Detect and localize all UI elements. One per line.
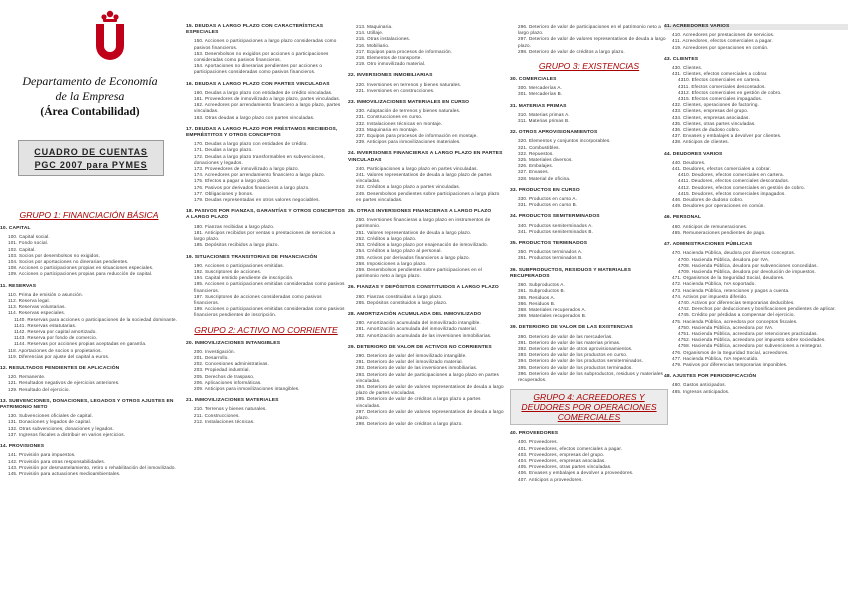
account-item: 118. Aportaciones de socios o propietarios. xyxy=(8,347,102,353)
account-item: 321. Combustibles. xyxy=(518,144,561,150)
account-item: 366. Residuos B. xyxy=(518,300,556,306)
account-item: 209. Anticipos para inmovilizaciones intangibles. xyxy=(194,385,300,391)
account-item: 431. Clientes, efectos comerciales a cobrar. xyxy=(672,71,768,77)
account-item: 192. Suscriptores de acciones. xyxy=(194,268,262,274)
section-heading: 30. COMERCIALES xyxy=(510,77,557,83)
account-item: 438. Anticipos de clientes. xyxy=(672,139,730,145)
account-item: 175. Efectos a pagar a largo plazo. xyxy=(194,178,271,184)
account-item: 435. Clientes, otras partes vinculadas. xyxy=(672,120,756,126)
account-item: 404. Proveedores, empresas asociadas. xyxy=(518,457,606,463)
account-item: 195. Acciones o participaciones emitidas consideradas como pasivos financieros. xyxy=(194,281,345,293)
account-item: 411. Acreedores, efectos comerciales a pagar. xyxy=(672,38,773,44)
account-item: 446. Deudores de dudoso cobro. xyxy=(672,197,744,203)
account-item: 330. Productos en curso A. xyxy=(518,196,578,202)
account-item: 394. Deterioro de valor de los productos semiterminados. xyxy=(518,358,644,364)
section-heading: 14. PROVISIONES xyxy=(0,444,45,450)
section-heading: 20. INMOVILIZACIONES INTANGIBLES xyxy=(186,340,281,346)
account-item: 252. Créditos a largo plazo. xyxy=(356,235,417,241)
account-item: 230. Adaptación de terrenos y bienes naturales. xyxy=(356,108,461,114)
section-heading: 28. AMORTIZACIÓN ACUMULADA DEL INMOVILIZADO xyxy=(348,311,482,317)
account-item: 201. Desarrollo. xyxy=(194,354,229,360)
account-item: 220. Inversiones en terrenos y bienes naturales. xyxy=(356,81,462,87)
section-heading: 46. PERSONAL xyxy=(664,215,702,221)
account-item: 4751. Hacienda Pública, acreedora por retenciones practicadas. xyxy=(678,330,819,336)
account-item: 119. Diferencias por ajuste del capital a euros. xyxy=(8,353,110,359)
account-item: 471. Organismos de la Seguridad Social, deudores. xyxy=(672,275,785,281)
dept-line-1: Departamento de Economía xyxy=(22,74,158,88)
account-item: 291. Deterioro de valor del inmovilizado material. xyxy=(356,359,464,365)
account-item: 110. Prima de emisión o asunción. xyxy=(8,291,84,297)
account-item: 4740. Activos por diferencias temporarias deducibles. xyxy=(678,299,795,305)
account-item: 477. Hacienda Pública, IVA repercutido. xyxy=(672,355,759,361)
account-item: 103. Socios por desembolsos no exigidos. xyxy=(8,252,101,258)
section-heading: 48. AJUSTES POR PERIODIFICACIÓN xyxy=(664,374,757,380)
account-item: 434. Clientes, empresas asociadas. xyxy=(672,114,750,120)
account-item: 407. Anticipos a proveedores. xyxy=(518,476,583,482)
group-heading: GRUPO 1: FINANCIACIÓN BÁSICA xyxy=(19,210,159,220)
section-heading: 24. INVERSIONES FINANCIERAS A LARGO PLAZO EN PARTES VINCULADAS xyxy=(348,151,503,163)
account-item: 172. Deudas a largo plazo transformables en subvenciones, donaciones y legados. xyxy=(194,153,325,165)
account-item: 390. Deterioro de valor de las mercaderías. xyxy=(518,333,613,339)
account-item: 432. Clientes, operaciones de factoring. xyxy=(672,102,759,108)
account-item: 479. Pasivos por diferencias temporarias imponibles. xyxy=(672,361,788,367)
account-item: 4700. Hacienda Pública, deudora por IVA. xyxy=(678,256,770,262)
account-item: 419. Acreedores por operaciones en común. xyxy=(672,44,769,50)
account-item: 4410. Deudores, efectos comerciales en cartera. xyxy=(678,172,785,178)
account-item: 206. Aplicaciones informáticas. xyxy=(194,379,262,385)
account-item: 476. Organismos de la Seguridad Social, acreedores. xyxy=(672,349,789,355)
account-item: 4315. Efectos comerciales impagados. xyxy=(678,96,763,102)
account-item: 297. Deterioro de valor de valores representativos de deuda a largo plazo. xyxy=(518,36,666,48)
account-item: 295. Deterioro de valor de créditos a largo plazo a partes vinculadas. xyxy=(356,396,481,408)
account-item: 108. Acciones o participaciones propias en situaciones especiales. xyxy=(8,265,154,271)
title-line-1: CUADRO DE CUENTAS xyxy=(34,147,148,157)
account-item: 4742. Derechos por deducciones y bonificaciones pendientes de aplicar. xyxy=(678,306,836,312)
account-item: 292. Deterioro de valor de las inversiones inmobiliarias. xyxy=(356,365,478,371)
account-item: 232. Instalaciones técnicas en montaje. xyxy=(356,120,443,126)
account-item: 120. Remanente. xyxy=(8,374,46,380)
account-item: 368. Materiales recuperados A. xyxy=(518,306,587,312)
column-4 xyxy=(510,0,668,599)
account-item: 472. Hacienda Pública, IVA soportado. xyxy=(672,281,756,287)
account-item: 301. Mercaderías B. xyxy=(518,91,563,97)
column-4-body xyxy=(510,24,668,483)
account-item: 326. Embalajes. xyxy=(518,163,554,169)
account-item: 153. Desembolsos no exigidos por acciones o participaciones consideradas como pasivos financieros. xyxy=(194,50,329,63)
account-item: 475. Hacienda Pública, acreedora por conceptos fiscales. xyxy=(672,318,798,324)
account-item: 214. Utillaje. xyxy=(356,30,384,36)
account-item: 265. Depósitos constituidos a largo plazo. xyxy=(356,299,448,305)
department-heading xyxy=(0,74,180,120)
account-item: 1141. Reservas estatutarias. xyxy=(14,322,77,328)
account-item: 298. Deterioro de valor de créditos a largo plazo. xyxy=(518,48,625,54)
section-heading: 11. RESERVAS xyxy=(0,283,37,289)
account-item: 4752. Hacienda Pública, acreedora por impuesto sobre sociedades. xyxy=(678,337,826,343)
account-item: 216. Mobiliario. xyxy=(356,42,390,48)
column-2 xyxy=(186,0,346,599)
account-item: 180. Fianzas recibidas a largo plazo. xyxy=(194,223,275,229)
section-heading: 12. RESULTADOS PENDIENTES DE APLICACIÓN xyxy=(0,366,120,372)
account-item: 174. Acreedores por arrendamiento financiero a largo plazo. xyxy=(194,172,326,178)
account-item: 130. Subvenciones oficiales de capital. xyxy=(8,413,94,419)
account-item: 4412. Deudores, efectos comerciales en gestión de cobro. xyxy=(678,184,806,190)
account-item: 102. Capital. xyxy=(8,246,36,252)
account-item: 480. Gastos anticipados. xyxy=(672,382,727,388)
account-item: 4311. Efectos comerciales descontados. xyxy=(678,83,766,89)
account-item: 410. Acreedores por prestaciones de servicios. xyxy=(672,32,775,38)
group-heading: GRUPO 2: ACTIVO NO CORRIENTE xyxy=(194,324,338,335)
account-item: 212. Instalaciones técnicas. xyxy=(194,418,255,424)
account-item: 242. Créditos a largo plazo a partes vinculadas. xyxy=(356,184,461,190)
section-heading: 40. PROVEEDORES xyxy=(510,431,559,437)
account-item: 473. Hacienda Pública, retenciones y pagos a cuenta. xyxy=(672,287,790,293)
account-item: 280. Amortización acumulada del inmovilizado intangible. xyxy=(356,320,481,326)
section-heading: 29. DETERIORO DE VALOR DE ACTIVOS NO CORRIENTES xyxy=(348,344,492,350)
account-item: 4708. Hacienda Pública, deudora por subvenciones concedidas. xyxy=(678,262,819,268)
account-item: 322. Repuestos. xyxy=(518,150,554,156)
account-item: 328. Material de oficina. xyxy=(518,175,571,181)
account-item: 1143. Reserva por fondo de comercio. xyxy=(14,335,98,341)
account-item: 217. Equipos para procesos de información. xyxy=(356,48,453,54)
column-5-body xyxy=(664,24,848,395)
section-heading: 16. DEUDAS A LARGO PLAZO CON PARTES VINCULADAS xyxy=(186,81,330,87)
account-item: 360. Subproductos A. xyxy=(518,282,565,288)
account-item: 300. Mercaderías A. xyxy=(518,85,562,91)
account-item: 4709. Hacienda Pública, deudora por devolución de impuestos. xyxy=(678,268,816,274)
account-item: 1144. Reservas por acciones propias aceptadas en garantía. xyxy=(14,341,147,347)
section-heading: 18. PASIVOS POR FIANZAS, GARANTÍAS Y OTROS CONCEPTOS A LARGO PLAZO xyxy=(186,209,346,221)
account-item: 436. Clientes de dudoso cobro. xyxy=(672,127,741,133)
account-item: 211. Construcciones. xyxy=(194,412,240,418)
account-item: 100. Capital social. xyxy=(8,234,50,240)
account-item: 177. Obligaciones y bonos. xyxy=(194,190,254,196)
account-item: 112. Reserva legal. xyxy=(8,298,51,304)
account-item: 395. Deterioro de valor de los productos terminados. xyxy=(518,364,633,370)
account-item: 4411. Deudores, efectos comerciales descontados. xyxy=(678,178,790,184)
section-heading: 31. MATERIAS PRIMAS xyxy=(510,103,567,109)
account-item: 254. Créditos a largo plazo al personal. xyxy=(356,248,442,254)
section-heading: 25. OTRAS INVERSIONES FINANCIERAS A LARGO PLAZO xyxy=(348,209,492,215)
university-crest-logo-icon xyxy=(92,8,128,60)
account-item: 4758. Hacienda Pública, acreedora por subvenciones a reintegrar. xyxy=(678,343,823,349)
title-line-2: PGC 2007 para PYMES xyxy=(34,160,148,170)
account-item: 142. Provisión para otras responsabilidades. xyxy=(8,458,106,464)
account-item: 240. Participaciones a largo plazo en partes vinculadas. xyxy=(356,165,479,171)
account-item: 4415. Deudores, efectos comerciales impagados. xyxy=(678,190,786,196)
account-item: 160. Deudas a largo plazo con entidades de crédito vinculadas. xyxy=(194,89,333,95)
account-item: 173. Proveedores de inmovilizado a largo plazo. xyxy=(194,166,300,172)
account-item: 237. Equipos para procesos de información en montaje. xyxy=(356,133,478,139)
section-heading: 44. DEUDORES VARIOS xyxy=(664,151,723,157)
account-item: 218. Elementos de transporte. xyxy=(356,55,422,61)
account-item: 396. Deterioro de valor de los subproductos, residuos y materiales recuperados. xyxy=(518,370,663,382)
account-item: 403. Proveedores, empresas del grupo. xyxy=(518,451,605,457)
account-item: 401. Proveedores, efectos comerciales a pagar. xyxy=(518,445,623,451)
account-item: 465. Remuneraciones pendientes de pago. xyxy=(672,229,766,235)
account-item: 137. Ingresos fiscales a distribuir en varios ejercicios. xyxy=(8,431,126,437)
document-title-box xyxy=(18,140,164,176)
account-item: 4750. Hacienda Pública, acreedora por IVA. xyxy=(678,324,774,330)
account-item: 163. Otras deudas a largo plazo con partes vinculadas. xyxy=(194,114,315,120)
account-item: 460. Anticipos de remuneraciones. xyxy=(672,223,748,229)
account-item: 369. Materiales recuperados B. xyxy=(518,313,587,319)
section-heading: 17. DEUDAS A LARGO PLAZO POR PRÉSTAMOS RECIBIDOS, EMPRÉSTITOS Y OTROS CONCEPTOS xyxy=(186,126,338,139)
section-heading: 35. PRODUCTOS TERMINADOS xyxy=(510,241,588,247)
account-item: 294. Deterioro de valor de valores representativos de deuda a largo plazo de partes vinculadas. xyxy=(356,383,504,396)
account-item: 194. Capital emitido pendiente de inscripción. xyxy=(194,275,294,281)
section-heading: 39. DETERIORO DE VALOR DE LAS EXISTENCIAS xyxy=(510,325,633,331)
account-item: 4745. Crédito por pérdidas a compensar del ejercicio. xyxy=(678,312,795,318)
account-item: 4312. Efectos comerciales en gestión de cobro. xyxy=(678,89,782,95)
account-item: 440. Deudores. xyxy=(672,159,706,165)
account-item: 331. Productos en curso B. xyxy=(518,202,578,208)
section-heading: 34. PRODUCTOS SEMITERMINADOS xyxy=(510,214,600,220)
section-heading: 36. SUBPRODUCTOS, RESIDUOS Y MATERIALES RECUPERADOS xyxy=(510,267,631,279)
account-item: 391. Deterioro de valor de las materias primas. xyxy=(518,339,621,345)
account-item: 365. Residuos A. xyxy=(518,294,556,300)
section-heading: 10. CAPITAL xyxy=(0,226,31,231)
group-heading: GRUPO 3: EXISTENCIAS xyxy=(538,61,640,72)
account-item: 239. Anticipos para inmovilizaciones materiales. xyxy=(356,139,461,145)
account-item: 441. Deudores, efectos comerciales a cobrar. xyxy=(672,166,772,172)
account-item: 405. Proveedores, otras partes vinculadas. xyxy=(518,464,612,470)
account-item: 350. Productos terminados A. xyxy=(518,249,583,255)
account-item: 219. Otro inmovilizado material. xyxy=(356,61,426,67)
section-heading: 33. PRODUCTOS EN CURSO xyxy=(510,187,580,193)
section-heading: 23. INMOVILIZACIONES MATERIALES EN CURSO xyxy=(348,100,470,106)
account-item: 1140. Reservas para acciones o participaciones de la sociedad dominante. xyxy=(14,316,178,322)
group-heading: GRUPO 4: ACREEDORES Y DEUDORES POR OPERACIONES COMERCIALES xyxy=(510,389,668,425)
account-item: 221. Inversiones en construcciones. xyxy=(356,87,435,93)
section-heading: 21. INMOVILIZACIONES MATERIALES xyxy=(186,398,279,404)
account-item: 392. Deterioro de valor de otros aprovisionamientos. xyxy=(518,345,633,351)
account-item: 215. Otras instalaciones. xyxy=(356,36,411,42)
account-item: 199. Acciones o participaciones emitidas consideradas como pasivos financieros pendientes de inscripción. xyxy=(194,306,345,318)
account-item: 203. Propiedad industrial. xyxy=(194,367,250,373)
account-item: 320. Elementos y conjuntos incorporables. xyxy=(518,138,611,144)
section-heading: 43. CLIENTES xyxy=(664,56,699,62)
account-item: 213. Maquinaria. xyxy=(356,24,393,29)
account-item: 259. Desembolsos pendientes sobre participaciones en el patrimonio neto a largo plazo. xyxy=(356,266,482,279)
account-item: 109. Acciones o participaciones propias para reducción de capital. xyxy=(8,271,153,277)
account-item: 406. Envases y embalajes a devolver a proveedores. xyxy=(518,470,634,476)
account-item: 485. Ingresos anticipados. xyxy=(672,388,730,394)
account-item: 113. Reservas voluntarias. xyxy=(8,304,66,310)
dept-line-3: (Área Contabilidad) xyxy=(40,106,140,118)
section-heading: 47. ADMINISTRACIONES PÚBLICAS xyxy=(664,242,753,248)
account-item: 258. Imposiciones a largo plazo. xyxy=(356,260,427,266)
account-item: 132. Otras subvenciones, donaciones y legados. xyxy=(8,425,114,431)
account-item: 296. Deterioro de valor de participaciones en el patrimonio neto a largo plazo. xyxy=(518,24,661,36)
account-item: 361. Subproductos B. xyxy=(518,288,566,294)
dept-line-2: de la Empresa xyxy=(55,89,125,103)
account-item: 101. Fondo social. xyxy=(8,240,49,246)
account-item: 231. Construcciones en curso. xyxy=(356,114,423,120)
account-item: 255. Activos por derivados financieros a largo plazo. xyxy=(356,254,471,260)
account-item: 297. Deterioro de valor de valores representativos de deuda a largo plazo. xyxy=(356,408,504,420)
account-item: 282. Amortización acumulada de las inversiones inmobiliarias. xyxy=(356,332,492,338)
account-item: 170. Deudas a largo plazo con entidades de crédito. xyxy=(194,141,308,147)
column-5 xyxy=(664,0,848,599)
account-item: 340. Productos semiterminados A. xyxy=(518,222,593,228)
section-heading: 13. SUBVENCIONES, DONACIONES, LEGADOS Y OTROS AJUSTES EN PATRIMONIO NETO xyxy=(0,398,174,411)
account-item: 474. Activos por impuesto diferido. xyxy=(672,293,748,299)
column-2-body xyxy=(186,24,346,425)
section-heading: 26. FIANZAS Y DEPÓSITOS CONSTITUIDOS A LARGO PLAZO xyxy=(348,285,499,291)
account-item: 253. Créditos a largo plazo por enajenación de inmovilizado. xyxy=(356,242,489,248)
account-item: 190. Acciones o participaciones emitidas. xyxy=(194,262,285,268)
account-item: 181. Anticipos recibidos por ventas o prestaciones de servicios a largo plazo. xyxy=(194,229,336,242)
account-item: 129. Resultado del ejercicio. xyxy=(8,386,71,392)
account-item: 141. Provisión para impuestos. xyxy=(8,452,76,458)
account-item: 176. Pasivos por derivados financieros a largo plazo. xyxy=(194,184,310,190)
account-item: 249. Desembolsos pendientes sobre participaciones a largo plazo en partes vinculadas. xyxy=(356,190,500,202)
account-item: 251. Valores representativos de deuda a largo plazo. xyxy=(356,229,472,235)
account-item: 393. Deterioro de valor de los productos en curso. xyxy=(518,352,628,358)
account-item: 185. Depósitos recibidos a largo plazo. xyxy=(194,242,280,248)
section-heading: 32. OTROS APROVISIONAMIENTOS xyxy=(510,130,598,136)
account-item: 341. Productos semiterminados B. xyxy=(518,228,594,234)
column-3-body xyxy=(348,24,506,427)
account-item: 162. Acreedores por arrendamiento financiero a largo plazo, partes vinculadas. xyxy=(194,102,341,114)
section-heading: 41. ACREEDORES VARIOS xyxy=(664,24,848,30)
account-item: 233. Maquinaria en montaje. xyxy=(356,126,419,132)
account-item: 121. Resultados negativos de ejercicios anteriores. xyxy=(8,380,120,386)
account-item: 290. Deterioro de valor del inmovilizado intangible. xyxy=(356,352,467,358)
account-item: 202. Concesiones administrativas. xyxy=(194,361,269,367)
column-1 xyxy=(0,0,180,599)
account-item: 298. Deterioro de valor de créditos a largo plazo. xyxy=(356,421,463,427)
account-item: 114. Reservas especiales. xyxy=(8,310,66,316)
account-item: 430. Clientes. xyxy=(672,65,703,71)
account-item: 433. Clientes, empresas del grupo. xyxy=(672,108,749,114)
column-3 xyxy=(348,0,506,599)
account-item: 104. Socios por aportaciones no dinerarias pendientes. xyxy=(8,259,129,265)
account-item: 131. Donaciones y legados de capital. xyxy=(8,419,92,425)
account-item: 150. Acciones o participaciones a largo plazo consideradas como pasivos financieros. xyxy=(194,38,337,50)
account-item: 327. Envases. xyxy=(518,169,550,175)
account-item: 449. Deudores por operaciones en común. xyxy=(672,203,765,209)
account-item: 145. Provisión para actuaciones medioambientales. xyxy=(8,470,121,476)
account-item: 210. Terrenos y bienes naturales. xyxy=(194,406,267,412)
account-item: 310. Materias primas A. xyxy=(518,111,570,117)
account-item: 250. Inversiones financieras a largo plazo en instrumentos de patrimonio. xyxy=(356,217,491,229)
account-item: 200. Investigación. xyxy=(194,348,236,354)
account-item: 260. Fianzas constituidas a largo plazo. xyxy=(356,293,443,299)
account-item: 1142. Reserva por capital amortizado. xyxy=(14,329,97,335)
account-item: 197. Suscriptores de acciones consideradas como pasivos financieros. xyxy=(194,293,322,305)
account-item: 437. Envases y embalajes a devolver por clientes. xyxy=(672,133,782,139)
account-item: 281. Amortización acumulada del inmovilizado material. xyxy=(356,326,478,332)
account-item: 470. Hacienda Pública, deudora por diversos conceptos. xyxy=(672,250,796,256)
section-heading: 15. DEUDAS A LARGO PLAZO CON CARACTERÍSTICAS ESPECIALES xyxy=(186,24,324,36)
account-item: 400. Proveedores. xyxy=(518,439,559,445)
account-item: 311. Materias primas B. xyxy=(518,118,570,124)
account-item: 205. Derechos de traspaso. xyxy=(194,373,255,379)
account-item: 143. Provisión por desmantelamiento, retiro o rehabilitación del inmovilizado. xyxy=(8,464,176,470)
account-item: 351. Productos terminados B. xyxy=(518,255,583,261)
section-heading: 22. INVERSIONES INMOBILIARIAS xyxy=(348,73,433,79)
account-item: 171. Deudas a largo plazo. xyxy=(194,147,253,153)
account-item: 179. Deudas representadas en otros valores negociables. xyxy=(194,197,320,203)
account-item: 161. Proveedores de inmovilizado a largo plazo, partes vinculadas. xyxy=(194,96,341,102)
account-item: 4310. Efectos comerciales en cartera. xyxy=(678,77,761,83)
account-item: 241. Valores representativos de deuda a largo plazo de partes vinculadas. xyxy=(356,172,492,184)
section-heading: 19. SITUACIONES TRANSITORIAS DE FINANCIACIÓN xyxy=(186,254,318,260)
column-1-body xyxy=(0,204,178,477)
account-item: 325. Materiales diversos. xyxy=(518,157,573,163)
account-item: 293. Deterioro de valor de participaciones a largo plazo en partes vinculadas. xyxy=(356,371,499,383)
account-item: 154. Aportaciones no dinerarias pendientes por acciones o participaciones consideradas como pasivos financieros. xyxy=(194,63,323,75)
